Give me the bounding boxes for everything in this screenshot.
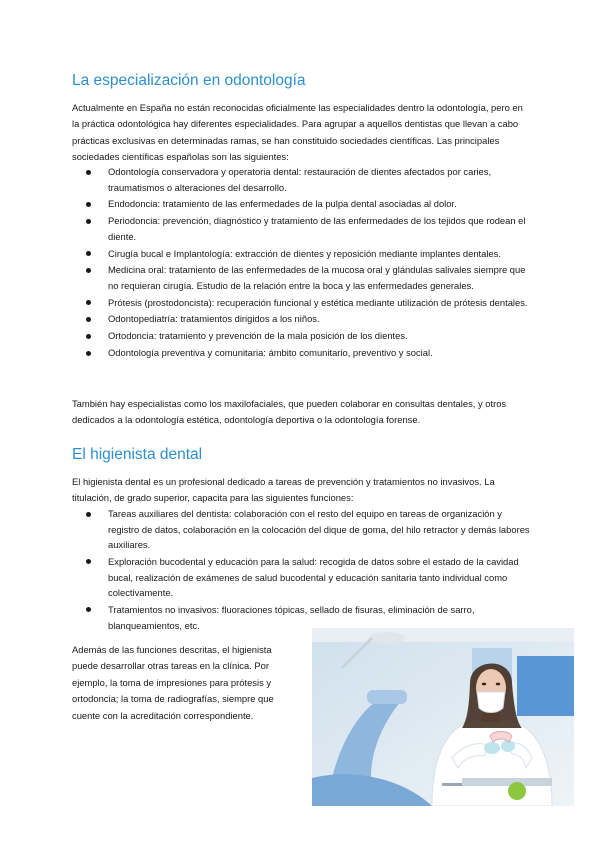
list-item: Prótesis (prostodoncista): recuperación funcional y estética mediante utilización de prótesis dentales. [72,295,532,311]
list-item: Ortodoncia: tratamiento y prevención de la mala posición de los dientes. [72,328,532,344]
bullet-icon [86,351,91,356]
list-item: Medicina oral: tratamiento de las enfermedades de la mucosa oral y glándulas salivales siempre que no requieran cirugía. Estudio de la relación entre la boca y las enfermedades generales. [72,262,532,293]
apple-shape [508,782,526,800]
section-title-specialization: La especialización en odontología [72,72,306,89]
list-item: Tareas auxiliares del dentista: colaboración con el resto del equipo en tareas de organización y registro de datos, colaboración en la colocación del dique de goma, del hilo retractor y demás labores auxiliares. [72,506,532,553]
hygienist-closing: Además de las funciones descritas, el higienista puede desarrollar otras tareas en la clínica. Por ejemplo, la toma de impresiones para prótesis y ortodoncia; la toma de radiografías, siempre que cuente con la acreditación correspondiente. [72,644,274,721]
bullet-icon [86,251,91,256]
functions-list [72,506,532,634]
bullet-icon [86,317,91,322]
bullet-icon [86,559,91,564]
section-title-hygienist: El higienista dental [72,446,203,463]
cabinet-shape [517,656,574,716]
list-item: Odontología conservadora y operatoria dental: restauración de dientes afectados por caries, traumatismos o alteraciones del desarrollo. [72,164,532,195]
list-item: Periodoncia: prevención, diagnóstico y tratamiento de las enfermedades de los tejidos que rodean el diente. [72,213,532,244]
bullet-icon [86,334,91,339]
bullet-icon [86,202,91,207]
bullet-icon [86,300,91,305]
bullet-icon [86,607,91,612]
photo-illustration [312,628,574,806]
bullet-icon [86,512,91,517]
bullet-icon [86,219,91,224]
specialties-list [72,164,532,362]
list-item: Odontopediatría: tratamientos dirigidos a los niños. [72,311,532,327]
list-item: Exploración bucodental y educación para la salud: recogida de datos sobre el estado de la cavidad bucal, realización de exámenes de salud bucodental y educación sanitaria tanto individual como colectivamente. [72,554,532,601]
bullet-icon [86,268,91,273]
list-item: Cirugía bucal e Implantología: extracción de dientes y reposición mediante implantes dentales. [72,246,532,262]
dental-hygienist-photo [312,628,574,806]
list-item: Tratamientos no invasivos: fluoraciones tópicas, sellado de fisuras, eliminación de sarro, blanqueamientos, etc. [72,602,532,633]
bullet-icon [86,170,91,175]
list-item: Odontología preventiva y comunitaria: ámbito comunitario, preventivo y social. [72,345,532,361]
specialization-intro: Actualmente en España no están reconocidas oficialmente las especialidades dentro la odontología, pero en la práctica odontológica hay diferentes especialidades. Para agrupar a aquellos dentistas que llevan a cabo prácticas exclusivas en determinadas ramas, se han constituido sociedades científicas. Las principales sociedades científicas españolas son las siguientes: [72,102,523,163]
list-item: Endodoncia: tratamiento de las enfermedades de la pulpa dental asociadas al dolor. [72,196,532,212]
hygienist-intro: El higienista dental es un profesional dedicado a tareas de prevención y tratamientos no invasivos. La titulación, de grado superior, capacita para las siguientes funciones: [72,476,495,504]
specialization-outro: También hay especialistas como los maxilofaciales, que pueden colaborar en consultas dentales, y otros dedicados a la odontología estética, odontología deportiva o la odontología forense. [72,398,507,426]
